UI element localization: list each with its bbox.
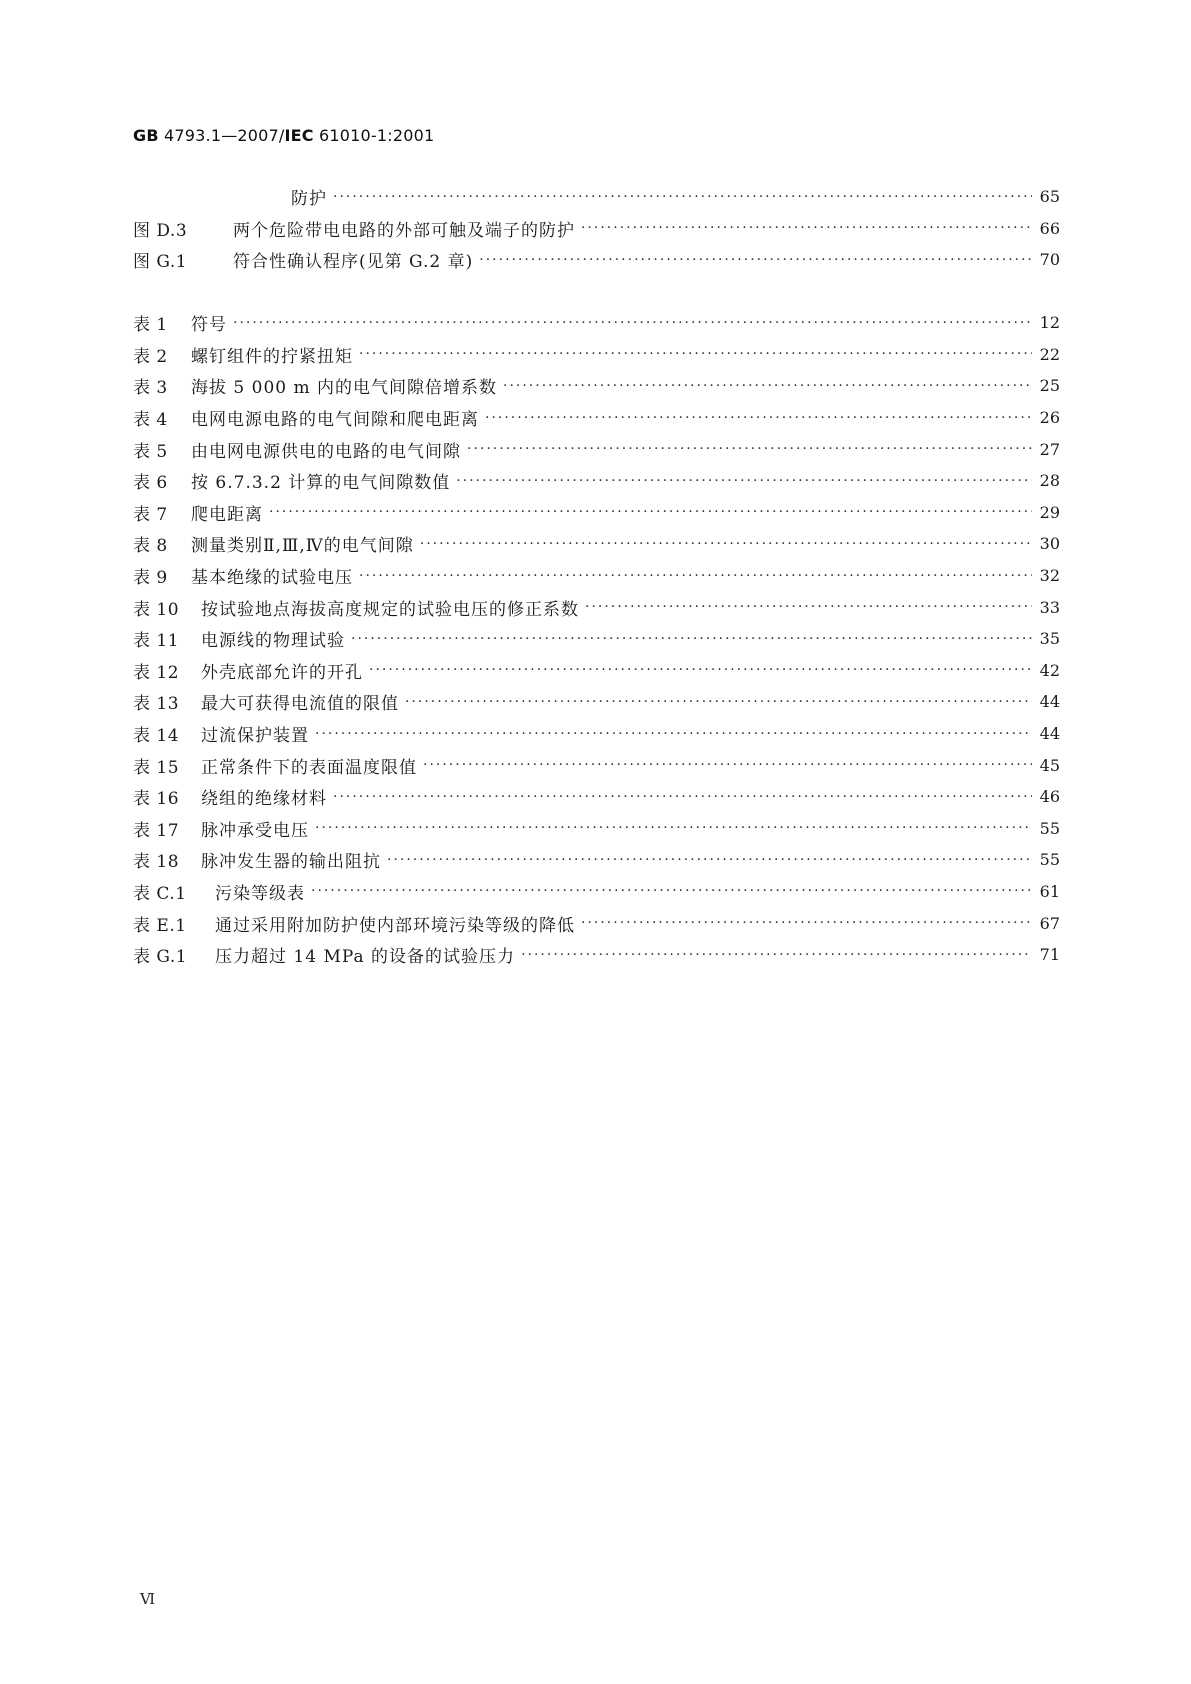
toc-entry[interactable]	[133, 560, 1060, 592]
toc-entry[interactable]	[133, 307, 1060, 339]
toc-entry-title: 测量类别Ⅱ,Ⅲ,Ⅳ的电气间隙	[191, 536, 414, 557]
dot-leader	[423, 758, 1032, 772]
toc-entry-page: 67	[1039, 913, 1060, 933]
toc-entry[interactable]	[133, 465, 1060, 497]
toc-entry-page: 28	[1039, 471, 1060, 491]
toc-entry-page: 71	[1039, 945, 1060, 965]
toc-entry-label: 表 G.1	[133, 947, 188, 968]
dot-leader	[420, 537, 1032, 551]
toc-entry-label: 表 4	[133, 410, 168, 431]
toc-entry-title: 脉冲承受电压	[201, 820, 309, 841]
toc-entry-label: 表 14	[133, 726, 180, 747]
dot-leader	[269, 505, 1032, 519]
toc-entry-label: 表 6	[133, 473, 168, 494]
toc-entry-label: 表 17	[133, 820, 180, 841]
toc-entry-title: 按试验地点海拔高度规定的试验电压的修正系数	[201, 599, 579, 620]
toc-entry-page: 46	[1039, 787, 1060, 807]
toc-entry-page: 44	[1039, 692, 1060, 712]
toc-entry-title: 两个危险带电电路的外部可触及端子的防护	[233, 220, 575, 241]
toc-entry-page: 70	[1039, 250, 1060, 270]
toc-entry-label: 表 3	[133, 378, 168, 399]
toc-entry-page: 12	[1039, 313, 1060, 333]
dot-leader	[456, 474, 1032, 488]
toc-entry-page: 25	[1039, 376, 1060, 396]
standard-code-prefix: GB	[133, 126, 159, 145]
toc-entry-label: 表 5	[133, 441, 168, 462]
toc-entry-page: 65	[1039, 187, 1060, 207]
dot-leader	[479, 253, 1032, 267]
toc-entry[interactable]	[133, 339, 1060, 371]
toc-entry[interactable]	[133, 213, 1060, 245]
toc-entry-label: 表 E.1	[133, 915, 187, 936]
toc-entry-page: 33	[1039, 597, 1060, 617]
toc-entry[interactable]	[133, 370, 1060, 402]
toc-entry-label: 表 8	[133, 536, 168, 557]
toc-entry-page: 29	[1039, 502, 1060, 522]
toc-entry-page: 44	[1039, 724, 1060, 744]
dot-leader	[581, 916, 1032, 930]
toc-entry-title: 符号	[191, 315, 227, 336]
dot-leader	[581, 221, 1032, 235]
toc-entry-title: 最大可获得电流值的限值	[201, 694, 399, 715]
dot-leader	[369, 663, 1032, 677]
toc-entry[interactable]	[133, 655, 1060, 687]
toc-entry[interactable]	[133, 181, 1060, 213]
dot-leader	[333, 190, 1032, 204]
toc-entry-title: 防护	[291, 189, 327, 210]
dot-leader	[359, 569, 1032, 583]
toc-entry-title: 海拔 5 000 m 内的电气间隙倍增系数	[191, 378, 497, 399]
dot-leader	[503, 379, 1032, 393]
dot-leader	[387, 853, 1032, 867]
toc-entry[interactable]	[133, 528, 1060, 560]
dot-leader	[315, 727, 1032, 741]
dot-leader	[311, 884, 1032, 898]
toc-entry-title: 通过采用附加防护使内部环境污染等级的降低	[215, 915, 575, 936]
dot-leader	[405, 695, 1032, 709]
document-header	[133, 126, 434, 145]
toc-entry-label: 图 D.3	[133, 220, 188, 241]
toc-entry-label: 表 12	[133, 662, 180, 683]
toc-entry-title: 电网电源电路的电气间隙和爬电距离	[191, 410, 479, 431]
toc-entry-title: 螺钉组件的拧紧扭矩	[191, 346, 353, 367]
toc-entry-label: 图 G.1	[133, 252, 188, 273]
toc-entry-page: 61	[1039, 881, 1060, 901]
toc-entry-page: 30	[1039, 534, 1060, 554]
toc-entry[interactable]	[133, 686, 1060, 718]
toc-entry-title: 外壳底部允许的开孔	[201, 662, 363, 683]
toc-entry-title: 符合性确认程序(见第 G.2 章)	[233, 252, 474, 273]
toc-entry-label: 表 16	[133, 789, 180, 810]
toc-entry-title: 绕组的绝缘材料	[201, 789, 327, 810]
toc-entry-label: 表 13	[133, 694, 180, 715]
toc-entry-page: 32	[1039, 566, 1060, 586]
iec-prefix: IEC	[284, 126, 314, 145]
toc-entry-page: 27	[1039, 439, 1060, 459]
dot-leader	[467, 442, 1032, 456]
toc-entry[interactable]	[133, 844, 1060, 876]
toc-entry-page: 55	[1039, 818, 1060, 838]
toc-entry[interactable]	[133, 402, 1060, 434]
toc-entry-title: 脉冲发生器的输出阻抗	[201, 852, 381, 873]
toc-entry-label: 表 11	[133, 631, 180, 652]
toc-entry-page: 26	[1039, 408, 1060, 428]
toc-entry-title: 过流保护装置	[201, 726, 309, 747]
toc-entry-title: 电源线的物理试验	[201, 631, 345, 652]
toc-entry-label: 表 7	[133, 504, 168, 525]
iec-number: 61010-1:2001	[313, 126, 435, 145]
toc-entry-title: 由电网电源供电的电路的电气间隙	[191, 441, 461, 462]
standard-code-number: 4793.1—2007/	[158, 126, 285, 145]
toc-entry-title: 爬电距离	[191, 504, 263, 525]
dot-leader	[315, 821, 1032, 835]
dot-leader	[585, 600, 1032, 614]
toc-entry[interactable]	[133, 876, 1060, 908]
toc-entry-title: 正常条件下的表面温度限值	[201, 757, 417, 778]
dot-leader	[233, 316, 1032, 330]
toc-entry-label: 表 C.1	[133, 883, 187, 904]
toc-entry-page: 66	[1039, 218, 1060, 238]
toc-entry[interactable]	[133, 497, 1060, 529]
dot-leader	[351, 632, 1032, 646]
page-number: Ⅵ	[140, 1590, 156, 1608]
toc-entry-page: 45	[1039, 755, 1060, 775]
toc-entry[interactable]	[133, 749, 1060, 781]
toc-entry-title: 按 6.7.3.2 计算的电气间隙数值	[191, 473, 451, 494]
toc-entry[interactable]	[133, 718, 1060, 750]
toc-entry[interactable]	[133, 939, 1060, 971]
toc-entry[interactable]	[133, 433, 1060, 465]
toc-entry-title: 基本绝缘的试验电压	[191, 568, 353, 589]
toc-entry[interactable]	[133, 244, 1060, 276]
toc-entry-title: 污染等级表	[215, 883, 305, 904]
toc-entry-label: 表 15	[133, 757, 180, 778]
toc-entry[interactable]	[133, 781, 1060, 813]
toc-entry-page: 22	[1039, 344, 1060, 364]
dot-leader	[333, 790, 1032, 804]
toc-entry-page: 55	[1039, 850, 1060, 870]
toc-entry-title: 压力超过 14 MPa 的设备的试验压力	[215, 947, 516, 968]
dot-leader	[485, 411, 1032, 425]
toc-entry-label: 表 18	[133, 852, 180, 873]
toc-entry[interactable]	[133, 907, 1060, 939]
toc-entry-page: 35	[1039, 629, 1060, 649]
toc-entry-label: 表 2	[133, 346, 168, 367]
toc-entry[interactable]	[133, 591, 1060, 623]
toc-entry-label: 表 9	[133, 568, 168, 589]
toc-entry-page: 42	[1039, 660, 1060, 680]
dot-leader	[521, 948, 1032, 962]
toc-entry-label: 表 10	[133, 599, 180, 620]
toc-entry-label: 表 1	[133, 315, 168, 336]
dot-leader	[359, 347, 1032, 361]
toc-entry[interactable]	[133, 623, 1060, 655]
table-list	[133, 307, 1060, 970]
toc-entry[interactable]	[133, 813, 1060, 845]
figure-list	[133, 181, 1060, 276]
